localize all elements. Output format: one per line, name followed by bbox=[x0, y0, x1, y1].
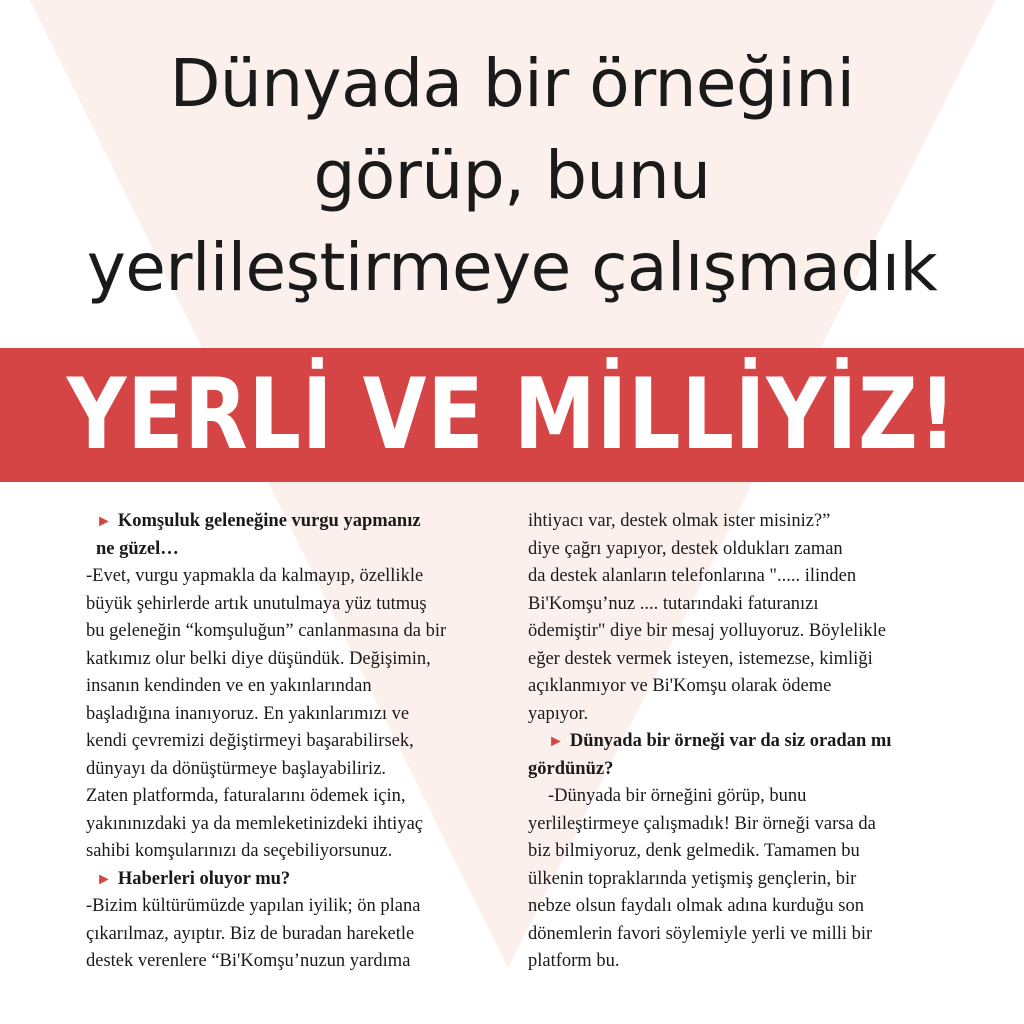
left-column bbox=[76, 508, 501, 976]
answer-news-continued bbox=[528, 508, 960, 728]
answer-line: -Dünyada bir örneğini görüp, bunu bbox=[548, 786, 807, 806]
answer-line: diye çağrı yapıyor, destek oldukları zaman bbox=[528, 538, 843, 559]
answer-line: Zaten platformda, faturalarını ödemek için, bbox=[86, 786, 406, 806]
answer-line: çıkarılmaz, ayıptır. Biz de buradan hareketle bbox=[86, 923, 415, 944]
answer-line: katkımız olur belki diye düşündük. Değişimin, bbox=[86, 648, 431, 669]
right-column bbox=[528, 508, 960, 976]
question-neighborhood bbox=[76, 508, 501, 563]
answer-line: -Evet, vurgu yapmakla da kalmayıp, özellikle bbox=[86, 566, 424, 586]
answer-line: insanın kendinden ve en yakınlarından bbox=[86, 676, 372, 696]
red-banner bbox=[0, 348, 1024, 482]
question-line: Komşuluk geleneğine vurgu yapmanız bbox=[117, 511, 421, 531]
question-line: Dünyada bir örneği var da siz oradan mı bbox=[569, 731, 892, 751]
answer-line: nebze olsun faydalı olmak adına kurduğu son bbox=[528, 896, 864, 916]
headline-line-2: görüp, bunu bbox=[313, 137, 711, 214]
answer-neighborhood bbox=[76, 563, 501, 866]
answer-line: büyük şehirlerde artık unutulmaya yüz tutmuş bbox=[86, 593, 427, 614]
answer-line: eğer destek vermek isteyen, istemezse, kimliği bbox=[528, 648, 873, 669]
answer-line: yakınınızdaki ya da memleketinizdeki ihtiyaç bbox=[86, 813, 423, 834]
answer-line: yapıyor. bbox=[528, 703, 589, 724]
answer-line: kendi çevremizi değiştirmeyi başarabilirsek, bbox=[86, 731, 414, 751]
answer-line: biz bilmiyoruz, denk gelmedik. Tamamen bu bbox=[528, 841, 860, 861]
answer-line: sahibi komşularınızı da seçebiliyorsunuz. bbox=[86, 841, 393, 861]
question-news bbox=[76, 866, 501, 894]
answer-line: da destek alanların telefonlarına "..... ilinden bbox=[528, 566, 857, 586]
headline-line-3: yerlileştirmeye çalışmadık bbox=[86, 229, 938, 306]
answer-world-example bbox=[528, 783, 960, 976]
answer-line: bu geleneğin “komşuluğun” canlanmasına da bir bbox=[86, 621, 447, 641]
question-line: gördünüz? bbox=[528, 758, 614, 779]
answer-line: yerlileştirmeye çalışmadık! Bir örneği varsa da bbox=[528, 813, 876, 834]
question-line: ne güzel… bbox=[96, 538, 179, 559]
answer-line: ödemiştir" diye bir mesaj yolluyoruz. Böylelikle bbox=[528, 621, 886, 641]
answer-line: destek verenlere “Bi'Komşu’nuzun yardıma bbox=[86, 951, 411, 971]
triangle-right-icon: ► bbox=[96, 513, 112, 530]
headline-line-1: Dünyada bir örneğini bbox=[169, 45, 855, 122]
answer-line: açıklanmıyor ve Bi'Komşu olarak ödeme bbox=[528, 676, 832, 696]
answer-line: başladığına inanıyoruz. En yakınlarımızı ve bbox=[86, 703, 410, 724]
answer-news bbox=[76, 893, 501, 976]
triangle-right-icon: ► bbox=[96, 870, 112, 888]
answer-line: ihtiyacı var, destek olmak ister misiniz?” bbox=[528, 511, 831, 531]
question-world-example bbox=[528, 728, 960, 783]
answer-line: platform bu. bbox=[528, 951, 620, 971]
answer-line: dünyayı da dönüştürmeye başlayabiliriz. bbox=[86, 758, 387, 779]
answer-line: -Bizim kültürümüzde yapılan iyilik; ön plana bbox=[86, 896, 421, 916]
question-line: Haberleri oluyor mu? bbox=[117, 868, 291, 889]
triangle-right-icon: ► bbox=[548, 733, 564, 750]
answer-line: ülkenin topraklarında yetişmiş gençlerin, bir bbox=[528, 868, 857, 889]
headline bbox=[0, 38, 1024, 314]
banner-title: YERLİ VE MİLLİYİZ! bbox=[66, 358, 958, 472]
answer-line: dönemlerin favori söylemiyle yerli ve milli bir bbox=[528, 923, 873, 944]
answer-line: Bi'Komşu’nuz .... tutarındaki faturanızı bbox=[528, 593, 819, 614]
